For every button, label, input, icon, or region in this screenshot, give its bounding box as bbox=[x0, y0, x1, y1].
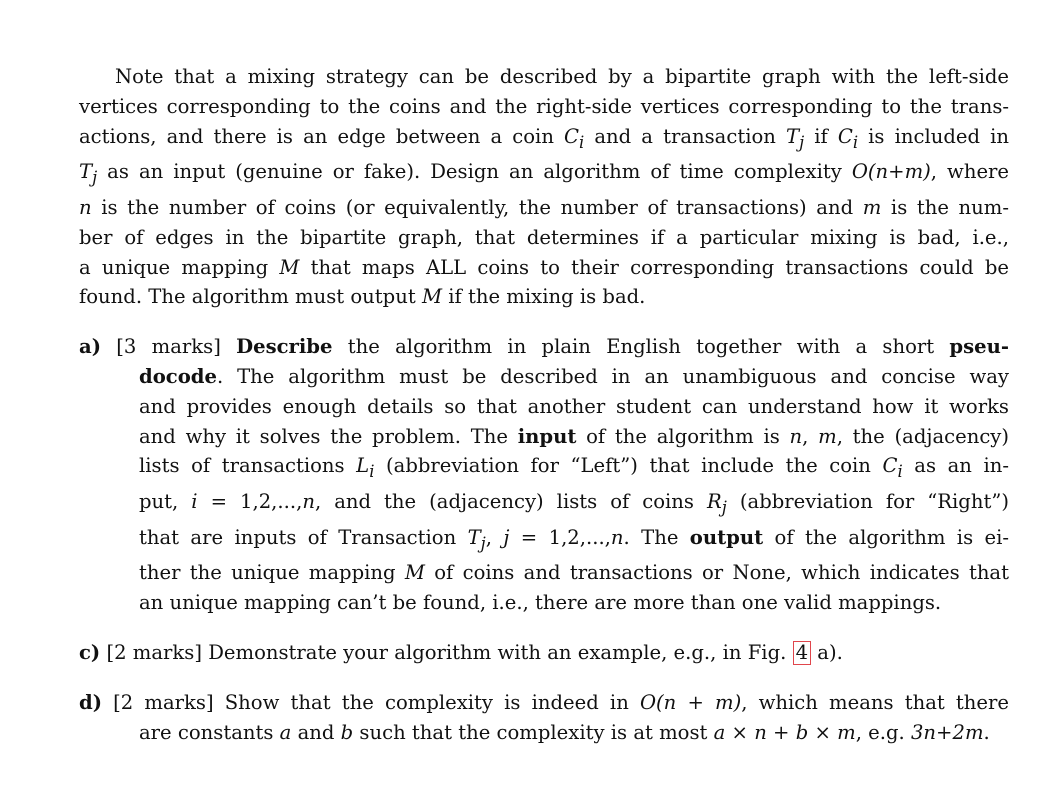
figure-reference-link[interactable]: 4 bbox=[793, 641, 811, 665]
item-d-line-1: d) [2 marks] Show that the complexity is indeed in O(n + m), which means that there bbox=[79, 690, 1009, 714]
intro-line-6: ber of edges in the bipartite graph, that determines if a particular mixing is bad, i.e., bbox=[79, 225, 1009, 249]
intro-line-5: n is the number of coins (or equivalently, the number of transactions) and m is the num- bbox=[79, 196, 1009, 219]
intro-line-8: found. The algorithm must output M if the mixing is bad. bbox=[79, 285, 646, 309]
item-a bbox=[79, 332, 1009, 618]
item-c bbox=[79, 638, 1009, 668]
intro-line-2: vertices corresponding to the coins and the right-side vertices corresponding to the trans- bbox=[79, 94, 1009, 118]
intro-line-1: Note that a mixing strategy can be described by a bipartite graph with the left-side bbox=[115, 65, 1009, 88]
item-c-line-1: c) [2 marks] Demonstrate your algorithm with an example, e.g., in Fig. 4 a). bbox=[79, 641, 843, 665]
item-a-line-4: and why it solves the problem. The input of the algorithm is n, m, the (adjacency) bbox=[139, 424, 1010, 448]
item-a-line-2: docode. The algorithm must be described in an unambiguous and concise way bbox=[139, 364, 1009, 388]
item-a-line-7: that are inputs of Transaction $T_j$, j = 1,2,...,n. The output of the algorithm is ei- bbox=[139, 525, 1009, 553]
item-a-line-3: and provides enough details so that another student can understand how it works bbox=[139, 394, 1009, 418]
item-a-label: a) bbox=[79, 335, 101, 359]
item-d bbox=[79, 688, 1009, 748]
intro-line-3: actions, and there is an edge between a coin $C_i$ and a transaction $T_j$ if $C_i$ is included in bbox=[79, 124, 1009, 152]
item-a-line-6: put, i = 1,2,...,n, and the (adjacency) lists of coins $R_j$ (abbreviation for “Right”) bbox=[139, 490, 1010, 517]
document-body bbox=[79, 62, 1009, 747]
item-a-line-5: lists of transactions $L_i$ (abbreviation for “Left”) that include the coin $C_i$ as an in- bbox=[139, 454, 1009, 482]
item-d-label: d) bbox=[79, 690, 102, 714]
item-a-line-9: an unique mapping can’t be found, i.e., there are more than one valid mappings. bbox=[139, 591, 942, 615]
intro-line-4: $T_j$ as an input (genuine or fake). Design an algorithm of time complexity O(n+m), where bbox=[79, 160, 1009, 188]
item-c-label: c) bbox=[79, 641, 101, 665]
item-d-line-2: are constants a and b such that the complexity is at most a × n + b × m, e.g. 3n+2m. bbox=[139, 720, 990, 744]
intro-line-7: a unique mapping M that maps ALL coins to their corresponding transactions could be bbox=[79, 255, 1010, 279]
item-a-line-8: ther the unique mapping M of coins and transactions or None, which indicates that bbox=[139, 561, 1009, 585]
intro-paragraph bbox=[79, 62, 1009, 312]
item-a-line-1: a) [3 marks] Describe the algorithm in plain English together with a short pseu- bbox=[79, 335, 1009, 359]
